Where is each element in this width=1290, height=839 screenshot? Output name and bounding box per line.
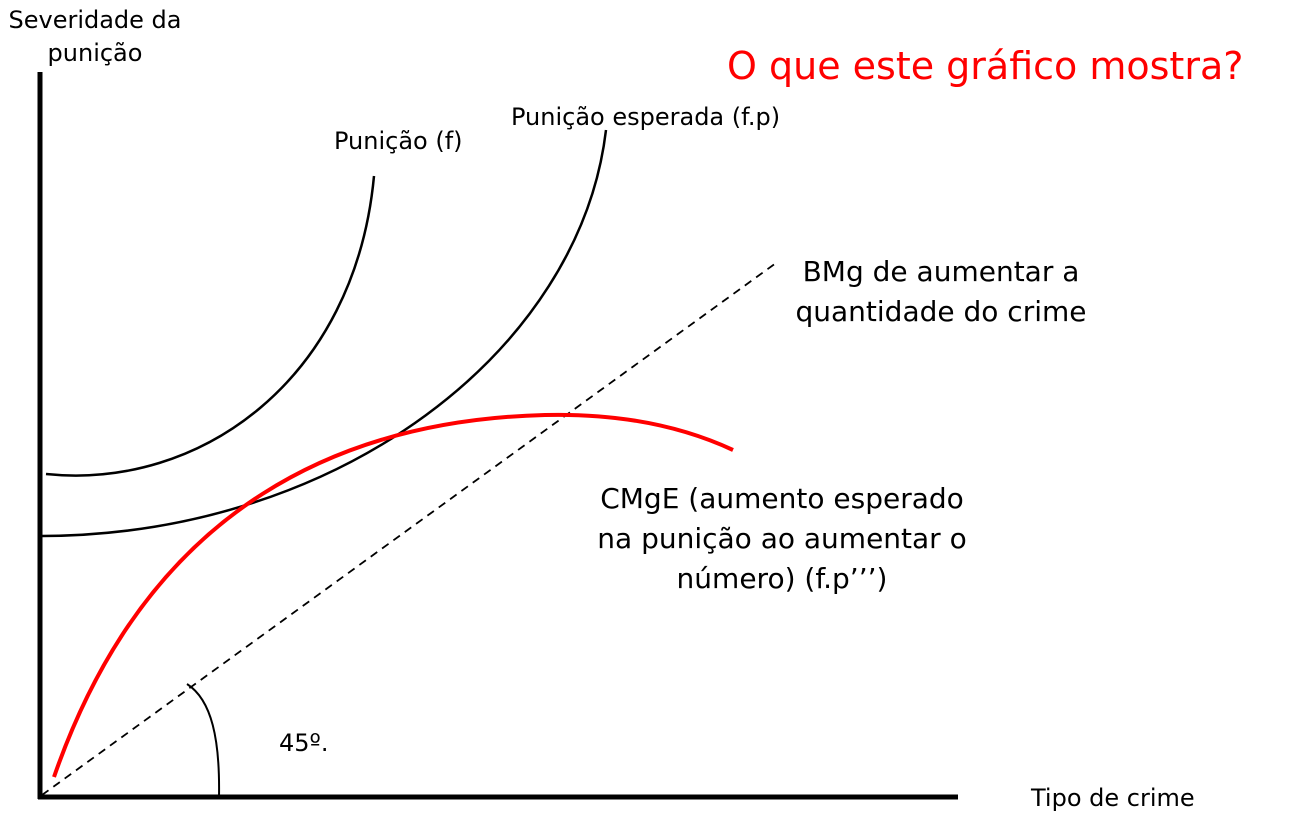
label-punicao-f: Punição (f) [334, 127, 463, 155]
label-punicao-esperada: Punição esperada (f.p) [511, 103, 781, 131]
label-bmg [795, 252, 1087, 332]
label-bmg-line: BMg de aumentar a [802, 255, 1080, 288]
angle-arc-45 [187, 684, 219, 797]
label-cmge-line: na punição ao aumentar o [597, 522, 967, 555]
label-cmge-line: CMgE (aumento esperado [600, 482, 964, 515]
label-cmge-line: número) (f.p’’’) [676, 562, 888, 595]
y-axis-title [6, 4, 184, 70]
question-title: O que este gráfico mostra? [727, 44, 1244, 88]
x-axis-title: Tipo de crime [1031, 784, 1195, 812]
y-axis-title-line: punição [47, 39, 143, 67]
curve-punicao-f [46, 176, 374, 476]
label-bmg-line: quantidade do crime [795, 295, 1087, 328]
angle-label: 45º. [279, 729, 329, 757]
label-cmge [596, 479, 968, 599]
y-axis-title-line: Severidade da [8, 6, 182, 34]
